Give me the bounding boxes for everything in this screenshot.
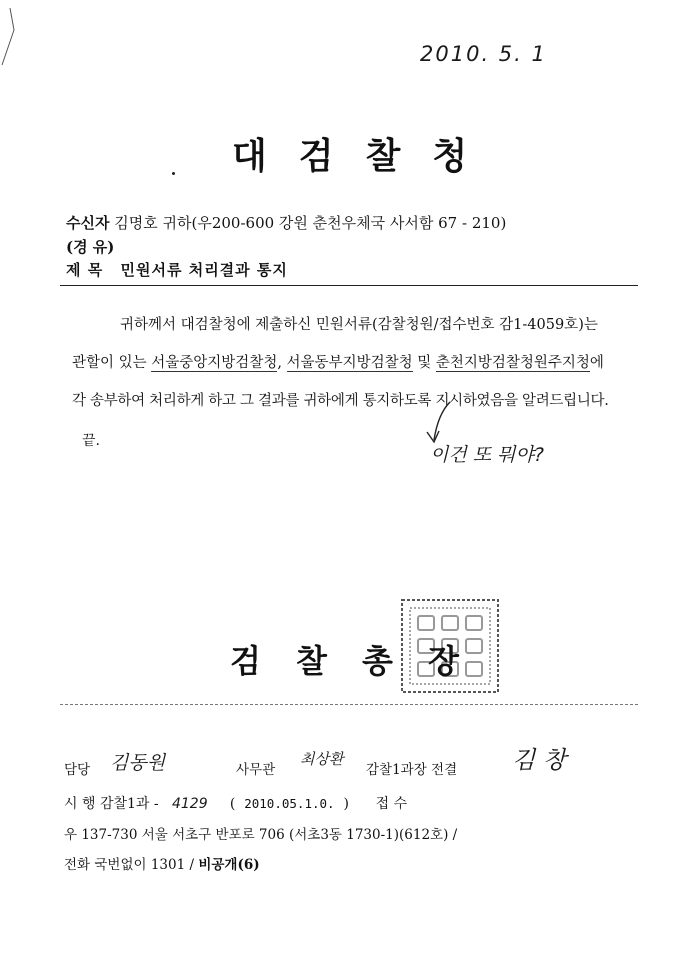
enforcement-label: 시 행 감찰1과 - (64, 796, 159, 812)
receipt-label: 접 수 (375, 796, 408, 812)
enforcement-number: 4129 (171, 796, 208, 812)
via-label: (경 유) (66, 238, 115, 256)
office-seoul-east: 서울동부지방검찰청 (286, 355, 413, 371)
organization-title: 대검찰청 (232, 135, 500, 177)
sender-title (230, 636, 494, 682)
in-charge-signature: 김동원 (110, 752, 166, 774)
footer-divider (60, 704, 638, 705)
sender-char-4: 장 (428, 642, 459, 680)
office-chuncheon-wonju: 춘천지방검찰청원주지청 (435, 355, 590, 371)
via-line (66, 236, 114, 257)
sender-char-1: 검 (230, 642, 261, 680)
approver-label: 감찰1과장 전결 (366, 762, 458, 778)
body-paragraph (72, 306, 642, 420)
enforcement-date: 2010.05.1.0. (244, 796, 335, 811)
address-line: 우 137-730 서울 서초구 반포로 706 (서초3동 1730-1)(612호) / (64, 827, 458, 843)
header-divider (60, 285, 638, 286)
recipient-value: 김명호 귀하(우200-600 강원 춘천우체국 사서함 67 - 210) (114, 214, 507, 232)
officer-signature: 최상환 (300, 750, 344, 768)
recipient-label: 수신자 (66, 214, 110, 232)
in-charge-label: 담당 (64, 762, 91, 778)
office-seoul-central: 서울중앙지방검찰청 (151, 355, 278, 371)
body-line-2: 관할이 있는 서울중앙지방검찰청, 서울동부지방검찰청 및 춘천지방검찰청원주지청에 (72, 355, 604, 371)
body-line-3: 각 송부하여 처리하게 하고 그 결과를 귀하에게 통지하도록 지시하였음을 알려드립니다. (72, 393, 609, 409)
approver-signature: 김 창 (512, 746, 566, 774)
disclosure-status: 비공개(6) (198, 857, 260, 873)
subject-line (66, 259, 288, 280)
stray-dot (172, 172, 175, 175)
handwritten-date: 2010. 5. 1 (420, 42, 547, 66)
contact-line (64, 853, 260, 873)
officer-label: 사무관 (236, 762, 276, 778)
enforcement-line: 시 행 감찰1과 - 4129 ( 2010.05.1.0. ) 접 수 (64, 796, 408, 812)
handwritten-note: 이건 또 뭐야? (430, 444, 544, 466)
subject-label: 제 목 (66, 261, 104, 279)
sender-char-2: 찰 (296, 642, 327, 680)
phone-text: 전화 국번없이 1301 / (64, 857, 195, 873)
end-mark: 끝. (82, 433, 100, 449)
subject-value: 민원서류 처리결과 통지 (120, 261, 288, 279)
recipient-line (66, 212, 506, 233)
body-line-1: 귀하께서 대검찰청에 제출하신 민원서류(감찰청원/접수번호 감1-4059호)는 (120, 317, 598, 333)
sender-char-3: 총 (362, 642, 393, 680)
corner-mark (0, 0, 24, 70)
